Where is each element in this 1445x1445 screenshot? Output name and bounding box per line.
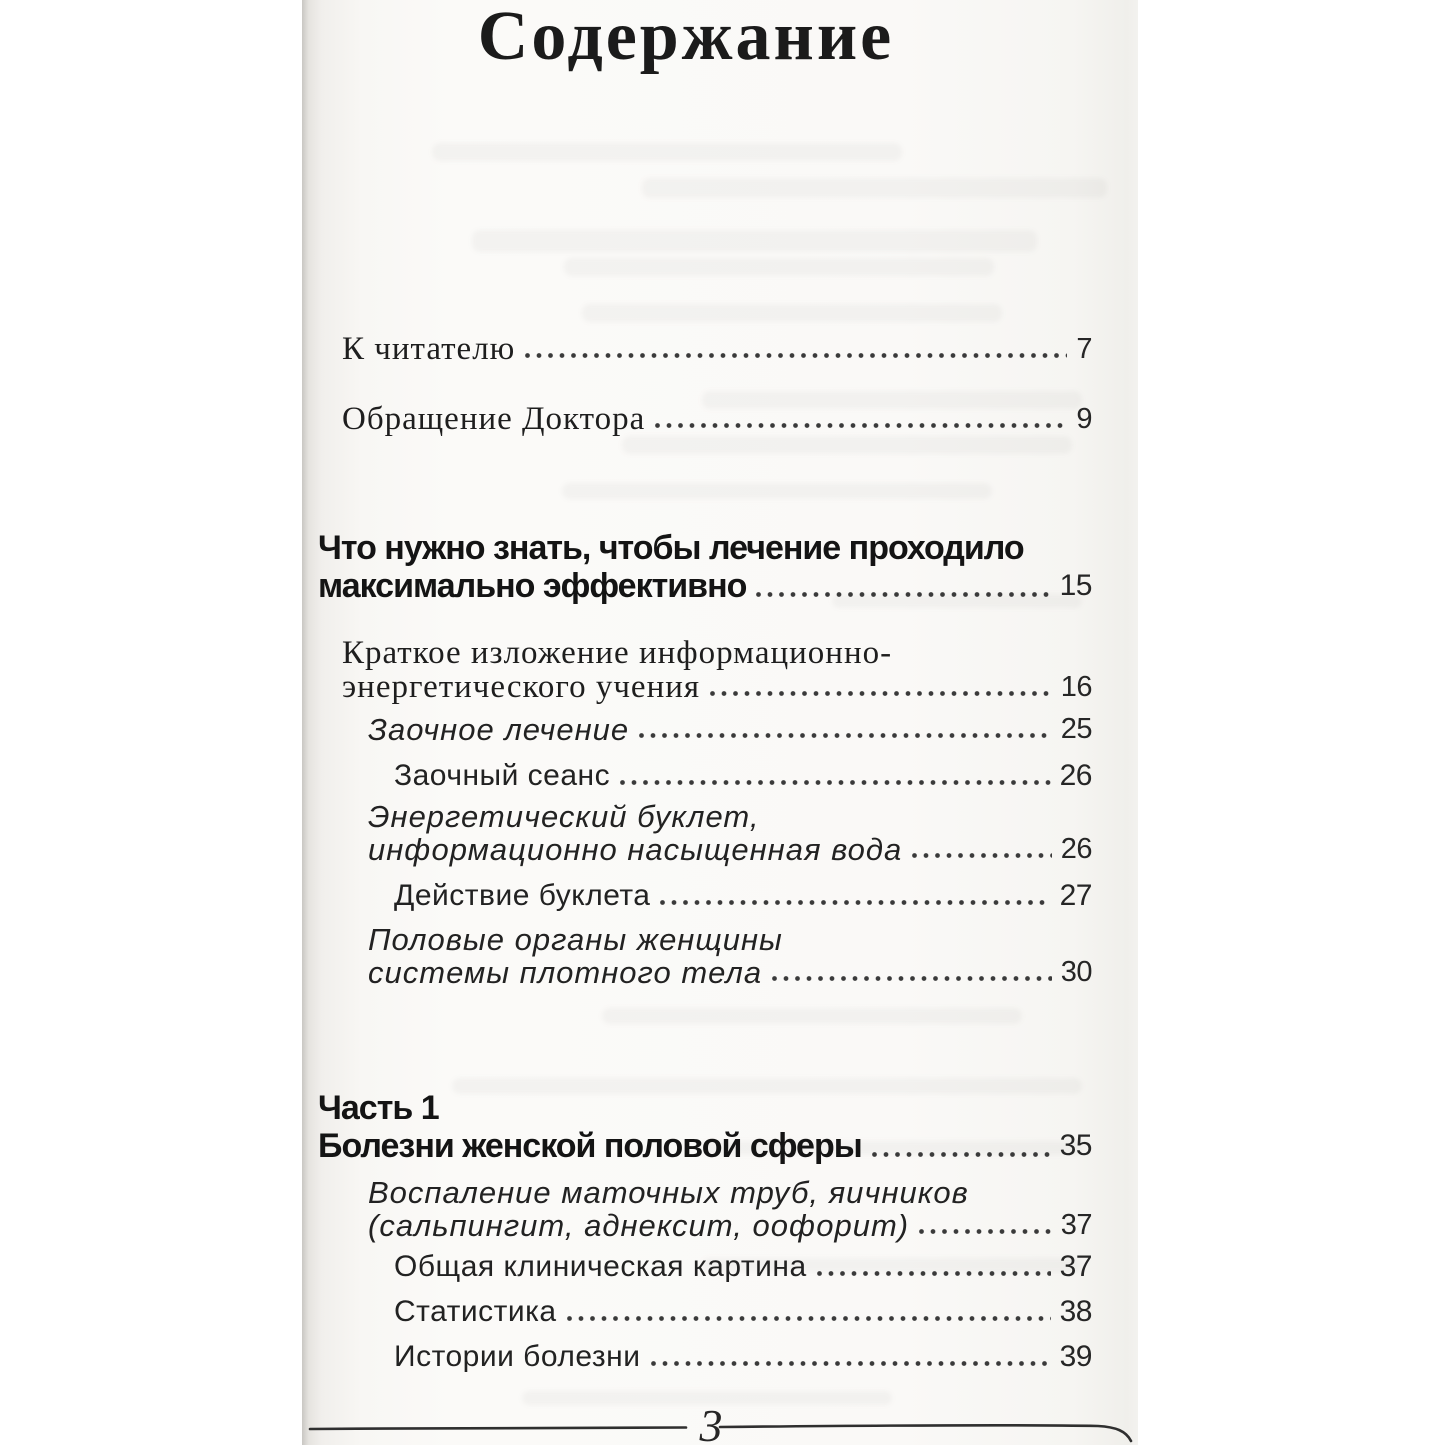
toc-entry-row: [368, 833, 1092, 866]
toc-page-number: 16: [1060, 671, 1092, 703]
book-page: [302, 0, 1138, 1445]
dot-leader: [871, 1150, 1051, 1159]
toc-page-number: 30: [1060, 956, 1092, 988]
toc-entry-line: Энергетический буклет,: [368, 799, 760, 834]
toc-entry: [318, 529, 1092, 605]
toc-page-number: 26: [1059, 759, 1092, 792]
showthrough-mark: [472, 230, 1037, 252]
toc-entry-row: [394, 1295, 1092, 1329]
toc-entry-row: [394, 1340, 1092, 1374]
toc-entry-row: [394, 879, 1092, 913]
toc-entry-row: [342, 332, 1092, 366]
toc-entry-label: Болезни женской половой сферы: [318, 1127, 862, 1165]
toc-entry-row: [368, 1209, 1092, 1242]
dot-leader: [654, 421, 1067, 430]
toc-entry-label: Обращение Доктора: [342, 401, 646, 437]
toc-entry-label: Истории болезни: [394, 1340, 641, 1373]
toc-entry: [368, 800, 1092, 866]
toc-entry: [394, 1340, 1092, 1374]
dot-leader: [771, 974, 1052, 983]
toc-entry: [342, 636, 1092, 704]
showthrough-mark: [582, 304, 1002, 322]
toc-entry: [394, 1250, 1092, 1284]
dot-leader: [816, 1269, 1051, 1278]
dot-leader: [524, 351, 1067, 360]
toc-entry-line: Что нужно знать, чтобы лечение проходило: [318, 529, 1024, 567]
showthrough-mark: [602, 1008, 1022, 1024]
toc-entry-label: системы плотного тела: [368, 955, 763, 990]
toc-entry: [394, 879, 1092, 913]
dot-leader: [619, 778, 1051, 787]
toc-page-number: 35: [1059, 1129, 1092, 1162]
toc-entry: [394, 759, 1092, 793]
toc-entry-row: [394, 1250, 1092, 1284]
dot-leader: [659, 898, 1050, 907]
toc-entry-label: информационно насыщенная вода: [368, 832, 903, 867]
toc-page-number: 26: [1060, 833, 1092, 865]
toc-entry: [342, 332, 1092, 366]
toc-entry-label: энергетического учения: [342, 669, 701, 705]
showthrough-mark: [622, 436, 1072, 454]
toc-entry-line: Краткое изложение информационно-: [342, 635, 893, 671]
toc-entry-label: Статистика: [394, 1295, 557, 1328]
dot-leader: [911, 851, 1052, 860]
toc-entry-line: Часть 1: [318, 1089, 439, 1127]
toc-page-number: 15: [1059, 569, 1092, 602]
toc-page-number: 39: [1059, 1340, 1092, 1373]
toc-entry: [368, 713, 1092, 746]
toc-entry-label: Заочный сеанс: [394, 759, 611, 792]
footer-page-number: 3: [699, 1400, 723, 1445]
toc-entry-row: [342, 670, 1092, 704]
toc-entry-row: [394, 759, 1092, 793]
dot-leader: [650, 1359, 1051, 1368]
toc-entry-row: [318, 1127, 1092, 1165]
toc-entry-label: Действие буклета: [394, 879, 651, 912]
toc-entry-label: (сальпингит, аднексит, оофорит): [368, 1208, 910, 1243]
toc-page-number: 7: [1076, 333, 1092, 365]
toc-entry-line: Воспаление маточных труб, яичников: [368, 1175, 969, 1210]
dot-leader: [755, 590, 1050, 599]
toc-page-number: 27: [1059, 879, 1092, 912]
dot-leader: [918, 1227, 1052, 1236]
toc-page-number: 38: [1059, 1295, 1092, 1328]
toc-entry-line: Половые органы женщины: [368, 922, 783, 957]
toc-entry-row: [342, 402, 1092, 436]
toc-entry: [368, 923, 1092, 989]
toc-entry: [394, 1295, 1092, 1329]
toc-page-number: 9: [1076, 403, 1092, 435]
toc-entry-label: Общая клиническая картина: [394, 1250, 807, 1283]
toc-entry: [368, 1176, 1092, 1242]
toc-entry: [318, 1089, 1092, 1165]
dot-leader: [638, 731, 1052, 740]
toc-entry: [342, 402, 1092, 436]
toc-page-number: 37: [1060, 1209, 1092, 1241]
dot-leader: [566, 1314, 1051, 1323]
toc-entry-label: Заочное лечение: [368, 712, 630, 747]
showthrough-mark: [432, 143, 902, 161]
page-title: Содержание: [477, 0, 895, 75]
toc-entry-row: [368, 956, 1092, 989]
toc-entry-row: [368, 713, 1092, 746]
showthrough-mark: [562, 483, 992, 499]
toc-entry-label: К читателю: [342, 331, 516, 367]
toc-entry-row: [318, 567, 1092, 605]
showthrough-mark: [564, 258, 994, 276]
showthrough-mark: [642, 178, 1107, 198]
toc-page-number: 25: [1060, 713, 1092, 745]
dot-leader: [709, 689, 1052, 698]
toc-page-number: 37: [1059, 1250, 1092, 1283]
toc-entry-label: максимально эффективно: [318, 567, 747, 605]
